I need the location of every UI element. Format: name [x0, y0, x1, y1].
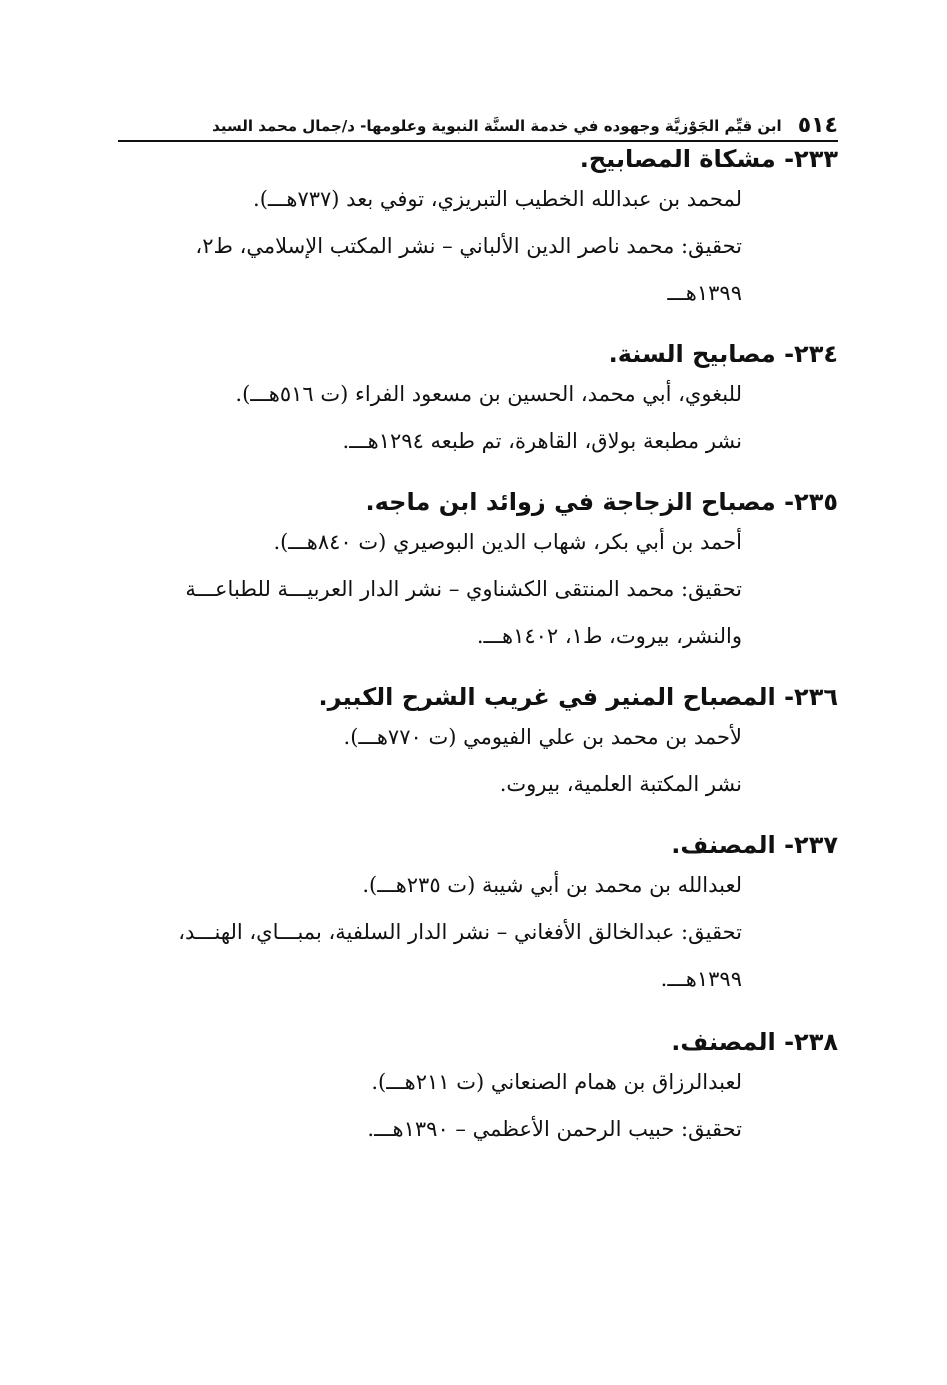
entry-title: ٢٣٥- مصباح الزجاجة في زوائد ابن ماجه.	[365, 488, 838, 516]
entry-line: أحمد بن أبي بكر، شهاب الدين البوصيري (ت ٨٤٠هـــ).	[273, 530, 742, 554]
entry-line: لأحمد بن محمد بن علي الفيومي (ت ٧٧٠هـــ).	[343, 725, 742, 749]
bibliography-entry	[118, 142, 838, 317]
entry-line: للبغوي، أبي محمد، الحسين بن مسعود الفراء (ت ٥١٦هـــ).	[235, 382, 742, 406]
entry-title: ٢٣٦- المصباح المنير في غريب الشرح الكبير.	[318, 683, 838, 711]
entry-line: تحقيق: حبيب الرحمن الأعظمي – ١٣٩٠هـــ.	[367, 1117, 742, 1141]
entry-title: ٢٣٤- مصابيح السنة.	[608, 340, 838, 368]
entry-title: ٢٣٧- المصنف.	[671, 831, 838, 859]
bibliography-list	[118, 142, 838, 1153]
entry-line: لعبدالرزاق بن همام الصنعاني (ت ٢١١هـــ).	[371, 1070, 742, 1094]
entry-line: ١٣٩٩هـــ.	[660, 967, 742, 991]
bibliography-entry	[118, 828, 838, 1003]
bibliography-entry	[118, 485, 838, 660]
entry-line: تحقيق: محمد ناصر الدين الألباني – نشر المكتب الإسلامي، ط٢،	[195, 234, 742, 258]
entry-line: ١٣٩٩هـــ	[667, 281, 742, 305]
bibliography-entry	[118, 1025, 838, 1153]
entry-line: لمحمد بن عبدالله الخطيب التبريزي، توفي بعد (٧٣٧هـــ).	[253, 187, 742, 211]
bibliography-entry	[118, 680, 838, 808]
entry-line: تحقيق: عبدالخالق الأفغاني – نشر الدار السلفية، بمبـــاي، الهنـــد،	[178, 920, 742, 944]
entry-title: ٢٣٨- المصنف.	[671, 1028, 838, 1056]
running-title: ابن قيِّم الجَوْزيَّة وجهوده في خدمة السنَّة النبوية وعلومها- د/جمال محمد السيد	[212, 117, 782, 135]
page-header	[118, 104, 838, 142]
book-page	[118, 104, 838, 1173]
page-number: ٥١٤	[797, 113, 838, 138]
bibliography-entry	[118, 337, 838, 465]
entry-line: نشر مطبعة بولاق، القاهرة، تم طبعه ١٢٩٤هـــ.	[342, 429, 742, 453]
entry-line: نشر المكتبة العلمية، بيروت.	[499, 772, 742, 796]
entry-title: ٢٣٣- مشكاة المصابيح.	[579, 145, 838, 173]
entry-line: والنشر، بيروت، ط١، ١٤٠٢هـــ.	[476, 624, 742, 648]
entry-line: لعبدالله بن محمد بن أبي شيبة (ت ٢٣٥هـــ).	[362, 873, 742, 897]
entry-line: تحقيق: محمد المنتقى الكشناوي – نشر الدار العربيـــة للطباعـــة	[185, 577, 742, 601]
